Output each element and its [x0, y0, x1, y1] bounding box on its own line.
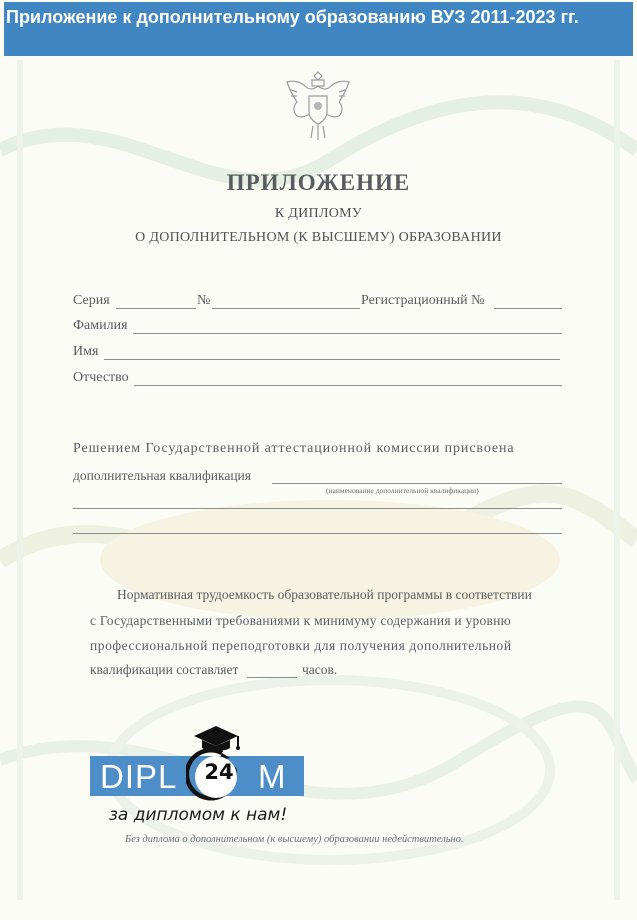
hours-field[interactable]	[247, 677, 297, 678]
registration-number-label: Регистрационный №	[361, 293, 485, 308]
hours-unit: часов.	[302, 662, 338, 677]
workload-text-line-2: с Государственными требованиями к минимуму содержания и уровню	[90, 613, 511, 628]
surname-field[interactable]	[133, 333, 562, 334]
qualification-caption: (наименование дополнительной квалификации)	[326, 486, 479, 495]
page-title: Приложение к дополнительному образованию ВУЗ 2011-2023 гг.	[6, 7, 579, 27]
workload-text-line-3: профессиональной переподготовки для получения дополнительной	[90, 638, 512, 653]
number-field[interactable]	[212, 308, 360, 309]
qualification-field-line-2[interactable]	[73, 508, 562, 509]
document-subheading-diploma: К ДИПЛОМУ	[274, 206, 363, 221]
logo-text-left: DIPL	[100, 758, 178, 795]
surname-label: Фамилия	[73, 318, 128, 333]
footer-note: Без диплома о дополнительном (к высшему) образовании недействительно.	[125, 834, 464, 845]
qualification-text-line-2: дополнительная квалификация	[73, 468, 251, 483]
logo-slogan: за дипломом к нам!	[108, 805, 288, 825]
qualification-field-line-3[interactable]	[73, 533, 562, 534]
name-field[interactable]	[104, 359, 560, 360]
number-label: №	[197, 293, 211, 308]
workload-text-line-1: Нормативная трудоемкость образовательной программы в соответствии	[117, 587, 532, 602]
coat-of-arms-icon	[283, 66, 353, 142]
series-label: Серия	[73, 293, 110, 308]
qualification-text-line-1: Решением Государственной аттестационной комиссии присвоена	[73, 441, 515, 456]
patronymic-label: Отчество	[73, 370, 129, 385]
document-subheading-education: О ДОПОЛНИТЕЛЬНОМ (К ВЫСШЕМУ) ОБРАЗОВАНИИ	[135, 230, 502, 245]
page-title-banner	[4, 2, 633, 56]
document-heading: ПРИЛОЖЕНИЕ	[226, 170, 411, 195]
series-field[interactable]	[116, 308, 196, 309]
patronymic-field[interactable]	[134, 385, 562, 386]
workload-text-line-4: квалификации составляет	[90, 662, 239, 677]
logo-clock-number: 24	[204, 760, 234, 784]
registration-number-field[interactable]	[494, 308, 562, 309]
logo-text-right: M	[258, 758, 287, 795]
qualification-field[interactable]	[272, 483, 562, 484]
name-label: Имя	[73, 344, 99, 359]
